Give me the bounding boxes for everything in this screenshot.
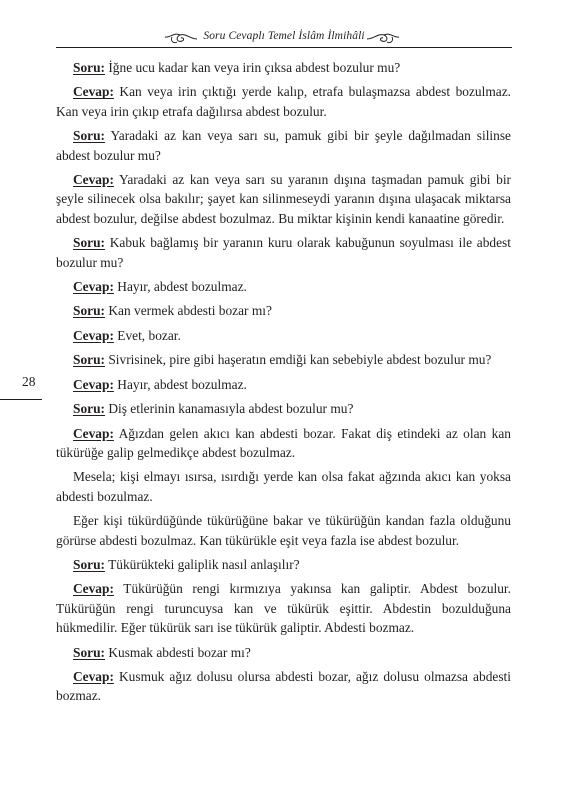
answer-label: Cevap:: [73, 376, 114, 392]
paragraph: [56, 82, 511, 121]
answer-label: Cevap:: [73, 425, 114, 441]
question-label: Soru:: [73, 556, 105, 572]
question-label: Soru:: [73, 60, 105, 75]
running-header: [56, 28, 512, 52]
paragraph-text: Yaradaki az kan veya sarı su yaranın dışına taşmadan pamuk gibi bir şeyle silinecek olsa bakılır; şayet kan silinmeseydi yaranın dışına ulaşacak miktarsa abdest bozulur, değilse abdest bozulmaz. Bu miktar kişinin kendi kanaatine göredir.: [56, 172, 511, 226]
paragraph: [56, 424, 511, 463]
paragraph: [56, 350, 511, 369]
answer-label: Cevap:: [73, 279, 114, 295]
paragraph: [56, 643, 511, 662]
paragraph-text: Tükürüğün rengi kırmızıya yakınsa kan galiptir. Abdest bozulur. Tükürüğün rengi turuncuysa kan ve tükürük eşittir. Abdestin bozulduğuna hükmedilir. Eğer tükürük sarı ise tükürük galiptir. Abdesti bozmaz.: [56, 581, 511, 636]
paragraph: [56, 277, 511, 296]
header-rule: [56, 47, 512, 48]
page-number: 28: [22, 374, 36, 389]
paragraph-text: Evet, bozar.: [113, 327, 181, 343]
paragraph-text: Kan veya irin çıktığı yerde kalıp, etrafa bulaşmazsa abdest bozulmaz. Kan veya irin çıkıp etrafa dağılırsa abdest bozulur.: [56, 84, 511, 119]
paragraph-text: Kusmuk ağız dolusu olursa abdesti bozar, ağız dolusu olmazsa abdesti bozmaz.: [56, 668, 511, 704]
answer-label: Cevap:: [73, 84, 114, 100]
question-label: Soru:: [73, 235, 105, 251]
paragraph: [56, 667, 511, 706]
paragraph-text: Diş etlerinin kanamasıyla abdest bozulur mu?: [105, 401, 354, 417]
paragraph: [56, 170, 511, 228]
paragraph: [56, 375, 511, 394]
paragraph: [56, 326, 511, 345]
question-label: Soru:: [73, 644, 105, 660]
paragraph-text: Hayır, abdest bozulmaz.: [113, 279, 247, 295]
question-label: Soru:: [73, 401, 105, 417]
paragraph-text: Kabuk bağlamış bir yaranın kuru olarak kabuğunun soyulması ile abdest bozulur mu?: [56, 235, 511, 270]
paragraph-text: Yaradaki az kan veya sarı su, pamuk gibi bir şeyle dağılmadan silinse abdest bozulur mu?: [56, 128, 511, 163]
paragraph-text: Tükürükteki galiplik nasıl anlaşılır?: [105, 556, 300, 572]
header-title: Soru Cevaplı Temel İslâm İlmihâli: [203, 30, 365, 42]
right-flourish-icon: [366, 29, 400, 47]
paragraph: [56, 579, 511, 637]
answer-label: Cevap:: [73, 581, 114, 597]
paragraph: [56, 58, 511, 77]
paragraph-text: Hayır, abdest bozulmaz.: [113, 376, 247, 392]
answer-label: Cevap:: [73, 327, 114, 343]
question-label: Soru:: [73, 303, 105, 319]
paragraph: [56, 399, 511, 418]
paragraph-text: İğne ucu kadar kan veya irin çıksa abdest bozulur mu?: [105, 60, 401, 75]
paragraph: [56, 233, 511, 272]
paragraph: [56, 555, 511, 574]
paragraph: [56, 467, 511, 506]
paragraph: [56, 511, 511, 550]
question-label: Soru:: [73, 352, 105, 368]
paragraph-text: Eğer kişi tükürdüğünde tükürüğüne bakar ve tükürüğün kandan fazla olduğunu görürse abdesti bozulmaz. Kan tükürükle eşit veya fazla ise abdest bozulur.: [56, 513, 511, 548]
paragraph-text: Kusmak abdesti bozar mı?: [105, 644, 251, 660]
answer-label: Cevap:: [73, 668, 114, 684]
question-label: Soru:: [73, 128, 105, 144]
paragraph: [56, 301, 511, 320]
body-text: [56, 58, 511, 711]
paragraph: [56, 126, 511, 165]
paragraph-text: Mesela; kişi elmayı ısırsa, ısırdığı yerde kan olsa fakat ağzında akıcı kan yoksa abdesti bozulmaz.: [56, 469, 511, 504]
paragraph-text: Kan vermek abdesti bozar mı?: [105, 303, 272, 319]
margin-rule: [0, 399, 42, 400]
answer-label: Cevap:: [73, 172, 114, 188]
paragraph-text: Sivrisinek, pire gibi haşeratın emdiği kan sebebiyle abdest bozulur mu?: [105, 352, 492, 368]
paragraph-text: Ağızdan gelen akıcı kan abdesti bozar. Fakat diş etindeki az olan kan tükürüğe galip gelmedikçe abdest bozulmaz.: [56, 425, 511, 460]
